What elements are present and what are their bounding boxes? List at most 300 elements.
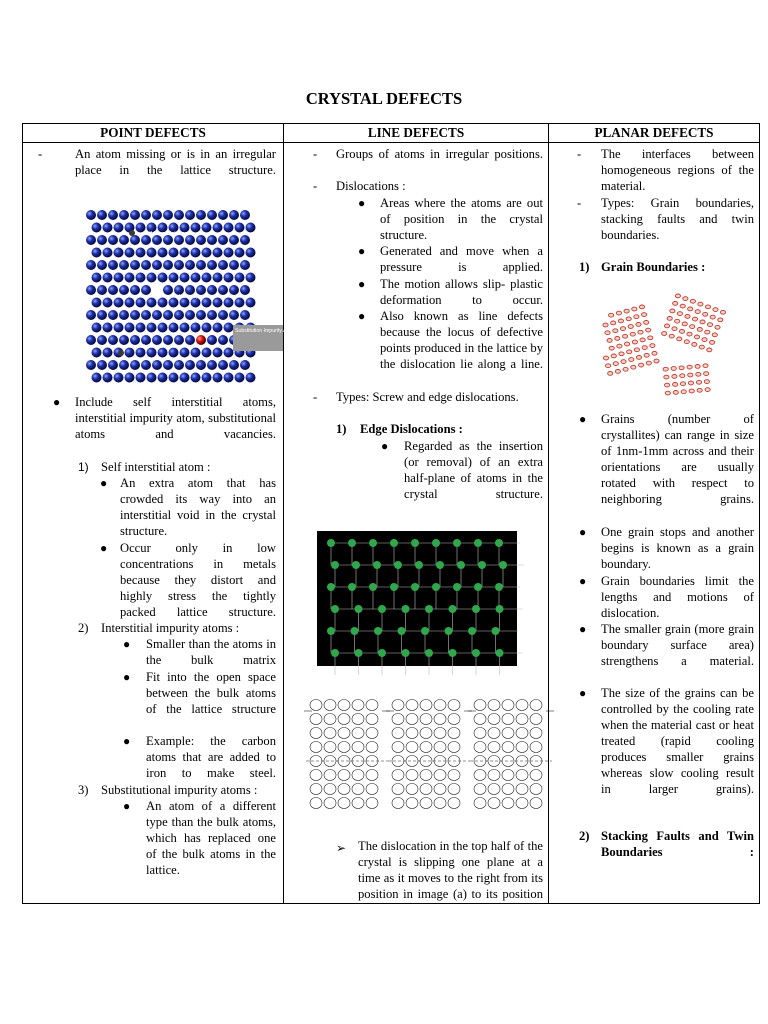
label-self-interstitial: Self Interstitial Atom xyxy=(143,231,189,237)
grain-atom xyxy=(695,310,700,314)
slip-atom xyxy=(488,770,500,781)
grain-atom xyxy=(667,317,672,321)
slip-atom xyxy=(352,770,364,781)
disloc-item-3: The motion allows slip- plastic deformation to occur. xyxy=(380,277,543,307)
page-title: CRYSTAL DEFECTS xyxy=(305,89,463,108)
grain-atom xyxy=(605,331,610,335)
atom xyxy=(224,323,234,333)
lattice-atom xyxy=(331,605,339,613)
lattice-atom xyxy=(411,539,419,547)
lattice-atom xyxy=(390,539,398,547)
dash-marker: - xyxy=(577,147,582,161)
lattice-atom xyxy=(432,539,440,547)
grain-atom xyxy=(624,309,629,313)
atom xyxy=(235,248,245,258)
grain-atom xyxy=(664,375,669,379)
inter-item-2: Fit into the open space between the bulk atoms of the lattice structure xyxy=(146,670,276,716)
atom xyxy=(169,323,179,333)
atom xyxy=(92,223,102,233)
inter-item-3: Example: the carbon atoms that are added to iron to make steel. xyxy=(146,734,276,780)
atom xyxy=(196,335,206,345)
atom xyxy=(235,273,245,283)
grain-atom xyxy=(654,359,659,363)
atom xyxy=(174,310,184,320)
slip-atom xyxy=(488,742,500,753)
bullet-marker: ● xyxy=(579,686,587,700)
lattice-atom xyxy=(378,605,386,613)
atom xyxy=(152,260,162,270)
atom xyxy=(158,323,168,333)
grain-item-5: The size of the grains can be controlled by the cooling rate when the material cast or heat treated (rapid cooling produces smaller grains whereas slow cooling result in larger grains). xyxy=(601,686,754,796)
slip-atom xyxy=(392,700,404,711)
atom xyxy=(130,360,140,370)
slip-atom xyxy=(474,714,486,725)
bullet-marker: ● xyxy=(53,395,61,409)
grain-atom xyxy=(710,315,715,319)
atom xyxy=(130,210,140,220)
planar-intro: The interfaces between homogeneous regions of the material. xyxy=(601,147,754,193)
self-item-1: An extra atom that has crowded its way into an interstitial void in the crystal structure. xyxy=(120,476,276,538)
lattice-atom xyxy=(492,627,500,635)
atom xyxy=(136,323,146,333)
atom xyxy=(141,210,151,220)
grain-atom xyxy=(652,351,657,355)
grain-atom xyxy=(619,352,624,356)
grain-atom xyxy=(603,356,608,360)
lattice-atom xyxy=(331,561,339,569)
dash-marker: - xyxy=(313,147,318,161)
grain-atom xyxy=(611,321,616,325)
grain-atom xyxy=(696,372,701,376)
atom xyxy=(224,373,234,383)
grain-atom xyxy=(672,375,677,379)
slip-atom xyxy=(488,784,500,795)
slip-atom xyxy=(434,742,446,753)
lattice-atom xyxy=(327,583,335,591)
atom xyxy=(224,248,234,258)
slip-atom xyxy=(406,770,418,781)
atom xyxy=(125,373,135,383)
lattice-atom xyxy=(327,539,335,547)
atom xyxy=(246,223,256,233)
grain-item-2: One grain stops and another begins is known as a grain boundary. xyxy=(601,525,754,571)
grain-atom xyxy=(670,309,675,313)
grain-atom xyxy=(636,323,641,327)
lattice-atom xyxy=(425,605,433,613)
atom xyxy=(114,373,124,383)
grain-atom xyxy=(613,329,618,333)
lattice-atom xyxy=(390,583,398,591)
slip-atom xyxy=(516,700,528,711)
atom xyxy=(114,248,124,258)
grain-atom xyxy=(642,313,647,317)
grain-item-1: Grains (number of crystallites) can range in size of 1nm-1mm across and their orientations are usually rotated with respect to neighboring grains. xyxy=(601,412,754,506)
atom xyxy=(147,273,157,283)
grain-boundaries-figure xyxy=(601,288,751,413)
atom xyxy=(97,210,107,220)
lattice-atom xyxy=(369,583,377,591)
slip-atom xyxy=(310,714,322,725)
slip-atom xyxy=(406,756,418,767)
slip-atom xyxy=(392,742,404,753)
atom xyxy=(119,210,129,220)
grain-atom xyxy=(671,367,676,371)
atom xyxy=(218,260,228,270)
atom xyxy=(229,210,239,220)
slip-atom xyxy=(310,700,322,711)
atom xyxy=(196,235,206,245)
grain-atom xyxy=(680,304,685,308)
atom xyxy=(196,310,206,320)
slip-atom xyxy=(352,784,364,795)
grain-atom xyxy=(684,340,689,344)
atom xyxy=(163,260,173,270)
atom xyxy=(86,235,96,245)
lattice-atom xyxy=(453,539,461,547)
grain-atom xyxy=(715,325,720,329)
grain-atom xyxy=(692,343,697,347)
atom xyxy=(174,260,184,270)
atom xyxy=(207,310,217,320)
grain-atom xyxy=(621,360,626,364)
grain-atom xyxy=(705,330,710,334)
lattice-atom xyxy=(373,561,381,569)
lattice-atom xyxy=(496,649,504,657)
slip-atom xyxy=(448,714,460,725)
grain-atom xyxy=(690,299,695,303)
slip-atom xyxy=(420,728,432,739)
atom xyxy=(163,285,173,295)
atom xyxy=(130,235,140,245)
slip-atom xyxy=(420,798,432,809)
atom xyxy=(174,360,184,370)
grain-atom xyxy=(627,350,632,354)
bullet-marker: ● xyxy=(358,277,366,291)
atom xyxy=(119,285,129,295)
atom xyxy=(202,223,212,233)
bullet-marker: ● xyxy=(123,734,131,748)
slip-atom xyxy=(434,728,446,739)
dash-marker: - xyxy=(577,196,582,210)
grain-atom xyxy=(648,336,653,340)
grain-atom xyxy=(690,325,695,329)
slip-atom xyxy=(502,700,514,711)
atom xyxy=(108,285,118,295)
lattice-atom xyxy=(495,539,503,547)
atom xyxy=(141,260,151,270)
lattice-atom xyxy=(474,583,482,591)
bullet-marker: ● xyxy=(100,541,108,555)
slip-atom xyxy=(406,742,418,753)
lattice-atom xyxy=(415,561,423,569)
grain-item-4: The smaller grain (more grain boundary surface area) strengthens a material. xyxy=(601,622,754,668)
bullet-marker: ● xyxy=(579,525,587,539)
grain-atom xyxy=(615,337,620,341)
slip-atom xyxy=(310,728,322,739)
atom xyxy=(202,273,212,283)
grain-atom xyxy=(713,308,718,312)
grain-atom xyxy=(720,310,725,314)
atom xyxy=(103,348,113,358)
atom xyxy=(191,223,201,233)
atom xyxy=(185,310,195,320)
slip-atom xyxy=(434,798,446,809)
atom xyxy=(92,323,102,333)
lattice-atom xyxy=(474,539,482,547)
grain-atom xyxy=(609,313,614,317)
number-2: 2) xyxy=(78,621,89,635)
grain-atom xyxy=(623,334,628,338)
edge-item-1: Regarded as the insertion (or removal) of an extra half-plane of atoms in the crystal structure. xyxy=(404,439,543,501)
atom xyxy=(158,273,168,283)
atom xyxy=(86,210,96,220)
dash-marker: - xyxy=(38,147,43,161)
slip-atom xyxy=(392,728,404,739)
grain-atom xyxy=(680,374,685,378)
lattice-atom xyxy=(449,649,457,657)
slip-atom xyxy=(434,784,446,795)
atom xyxy=(103,223,113,233)
atom xyxy=(103,298,113,308)
atom xyxy=(180,323,190,333)
slip-atom xyxy=(324,784,336,795)
slip-atom xyxy=(324,714,336,725)
disloc-item-2: Generated and move when a pressure is applied. xyxy=(380,244,543,274)
atom xyxy=(169,298,179,308)
atom xyxy=(86,310,96,320)
slip-atom xyxy=(448,728,460,739)
atom xyxy=(119,235,129,245)
grain-atom xyxy=(681,390,686,394)
slip-atom xyxy=(366,742,378,753)
slip-atom xyxy=(406,714,418,725)
self-interstitial-atom xyxy=(129,230,135,236)
number-1: 1) xyxy=(336,422,347,436)
grain-atom xyxy=(665,383,670,387)
lattice-atom xyxy=(402,605,410,613)
grain-atom xyxy=(632,340,637,344)
grain-atom xyxy=(646,328,651,332)
slip-atom xyxy=(530,742,542,753)
slip-atom xyxy=(434,770,446,781)
atom xyxy=(229,260,239,270)
grain-atom xyxy=(697,388,702,392)
slip-atom xyxy=(324,728,336,739)
slip-atom xyxy=(488,756,500,767)
point-defects-column xyxy=(23,143,296,903)
slip-atom xyxy=(448,798,460,809)
slip-atom xyxy=(420,714,432,725)
atom xyxy=(147,248,157,258)
atom xyxy=(202,373,212,383)
lattice-atom xyxy=(453,583,461,591)
slip-atom xyxy=(310,770,322,781)
atom xyxy=(92,273,102,283)
atom xyxy=(114,298,124,308)
bullet-marker: ● xyxy=(381,439,389,453)
atom xyxy=(202,248,212,258)
lattice-atom xyxy=(369,539,377,547)
atom xyxy=(246,298,256,308)
atom xyxy=(207,335,217,345)
atom xyxy=(114,273,124,283)
grain-atom xyxy=(634,315,639,319)
lattice-atom xyxy=(478,561,486,569)
atom xyxy=(141,310,151,320)
grain-atom xyxy=(702,338,707,342)
grain-atom xyxy=(623,367,628,371)
grain-atom xyxy=(626,317,631,321)
slip-atom xyxy=(324,798,336,809)
slip-atom xyxy=(516,714,528,725)
slip-atom xyxy=(324,700,336,711)
lattice-atom xyxy=(355,649,363,657)
slip-text: The dislocation in the top half of the crystal is slipping one plane at a time as it moves to the right from its position in image (a) to its position xyxy=(358,839,543,901)
atom xyxy=(218,335,228,345)
grain-atom xyxy=(617,344,622,348)
slip-atom xyxy=(516,798,528,809)
stacking-faults-heading: Stacking Faults and Twin Boundaries : xyxy=(601,829,754,859)
atom xyxy=(114,323,124,333)
number-3: 3) xyxy=(78,783,89,797)
grain-atom xyxy=(664,324,669,328)
atom xyxy=(218,310,228,320)
bullet-marker: ● xyxy=(579,622,587,636)
line-defects-column xyxy=(284,143,548,903)
grain-atom xyxy=(639,305,644,309)
atom xyxy=(196,260,206,270)
slip-atom xyxy=(448,784,460,795)
grain-atom xyxy=(688,381,693,385)
atom xyxy=(191,323,201,333)
grain-atom xyxy=(677,312,682,316)
interstitial-impurity-atom xyxy=(118,350,124,356)
grain-atom xyxy=(631,365,636,369)
atom xyxy=(119,260,129,270)
grain-atom xyxy=(625,342,630,346)
slip-atom xyxy=(530,770,542,781)
grain-atom xyxy=(712,333,717,337)
atom xyxy=(97,335,107,345)
point-intro: An atom missing or is in an irregular place in the lattice structure. xyxy=(75,147,276,177)
grain-atom xyxy=(707,323,712,327)
grain-boundaries-heading: Grain Boundaries : xyxy=(601,260,706,274)
atom xyxy=(191,348,201,358)
slip-atom xyxy=(392,784,404,795)
atom xyxy=(218,285,228,295)
atom xyxy=(240,235,250,245)
atom xyxy=(191,373,201,383)
grain-atom xyxy=(695,365,700,369)
atom xyxy=(196,360,206,370)
lattice-atom xyxy=(394,561,402,569)
disloc-item-4: Also known as line defects because the locus of defective points produced in the lattice by the dislocation lie along a line. xyxy=(380,309,543,371)
grain-atom xyxy=(640,338,645,342)
bullet-marker: ● xyxy=(123,637,131,651)
arrow-marker: ➢ xyxy=(336,841,347,855)
grain-atom xyxy=(710,341,715,345)
lattice-atom xyxy=(472,605,480,613)
planar-types: Types: Grain boundaries, stacking faults and twin boundaries. xyxy=(601,196,754,242)
grain-atom xyxy=(697,328,702,332)
atom xyxy=(114,223,124,233)
label-vacancy: Vacancy xyxy=(179,294,199,300)
bullet-marker: ● xyxy=(358,244,366,258)
atom xyxy=(229,235,239,245)
grain-atom xyxy=(629,358,634,362)
slip-atom xyxy=(338,798,350,809)
atom xyxy=(235,298,245,308)
slip-atom xyxy=(474,784,486,795)
atom xyxy=(207,210,217,220)
slip-atom xyxy=(502,728,514,739)
slip-atom xyxy=(448,742,460,753)
atom xyxy=(158,248,168,258)
slip-atom xyxy=(352,742,364,753)
slip-atom xyxy=(352,714,364,725)
grain-atom xyxy=(688,307,693,311)
bullet-marker: ● xyxy=(123,799,131,813)
atom xyxy=(108,210,118,220)
atom xyxy=(180,373,190,383)
header-point-defects: POINT DEFECTS xyxy=(23,124,284,143)
slip-atom xyxy=(530,784,542,795)
slip-atom xyxy=(420,700,432,711)
grain-atom xyxy=(683,297,688,301)
atom xyxy=(207,285,217,295)
atom xyxy=(108,235,118,245)
dash-marker: - xyxy=(313,179,318,193)
lattice-atom xyxy=(411,583,419,591)
lattice-atom xyxy=(445,627,453,635)
grain-atom xyxy=(680,382,685,386)
atom xyxy=(97,285,107,295)
atom xyxy=(158,373,168,383)
atom xyxy=(86,335,96,345)
lattice-atom xyxy=(348,539,356,547)
atom xyxy=(108,310,118,320)
grain-atom xyxy=(669,334,674,338)
edge-dislocations-heading: Edge Dislocations : xyxy=(360,422,463,436)
atom xyxy=(119,360,129,370)
atom xyxy=(196,210,206,220)
slip-atom xyxy=(366,714,378,725)
bullet-marker: ● xyxy=(579,574,587,588)
atom xyxy=(191,273,201,283)
grain-atom xyxy=(689,389,694,393)
grain-atom xyxy=(613,362,618,366)
self-item-2: Occur only in low concentrations in metals because they distort and highly stress the tightly packed lattice structure. xyxy=(120,541,276,619)
slip-atom xyxy=(474,770,486,781)
slip-atom xyxy=(530,714,542,725)
slip-atom xyxy=(338,770,350,781)
slip-atom xyxy=(338,742,350,753)
atom xyxy=(180,273,190,283)
slip-atom xyxy=(366,700,378,711)
slip-atom xyxy=(352,728,364,739)
slip-atom xyxy=(392,798,404,809)
atom xyxy=(147,373,157,383)
atom xyxy=(103,373,113,383)
atom xyxy=(169,373,179,383)
slip-atom xyxy=(502,742,514,753)
atom xyxy=(92,348,102,358)
lattice-atom xyxy=(348,583,356,591)
slip-atom xyxy=(420,742,432,753)
slip-atom xyxy=(488,728,500,739)
header-planar-defects: PLANAR DEFECTS xyxy=(549,124,760,143)
atom xyxy=(136,373,146,383)
